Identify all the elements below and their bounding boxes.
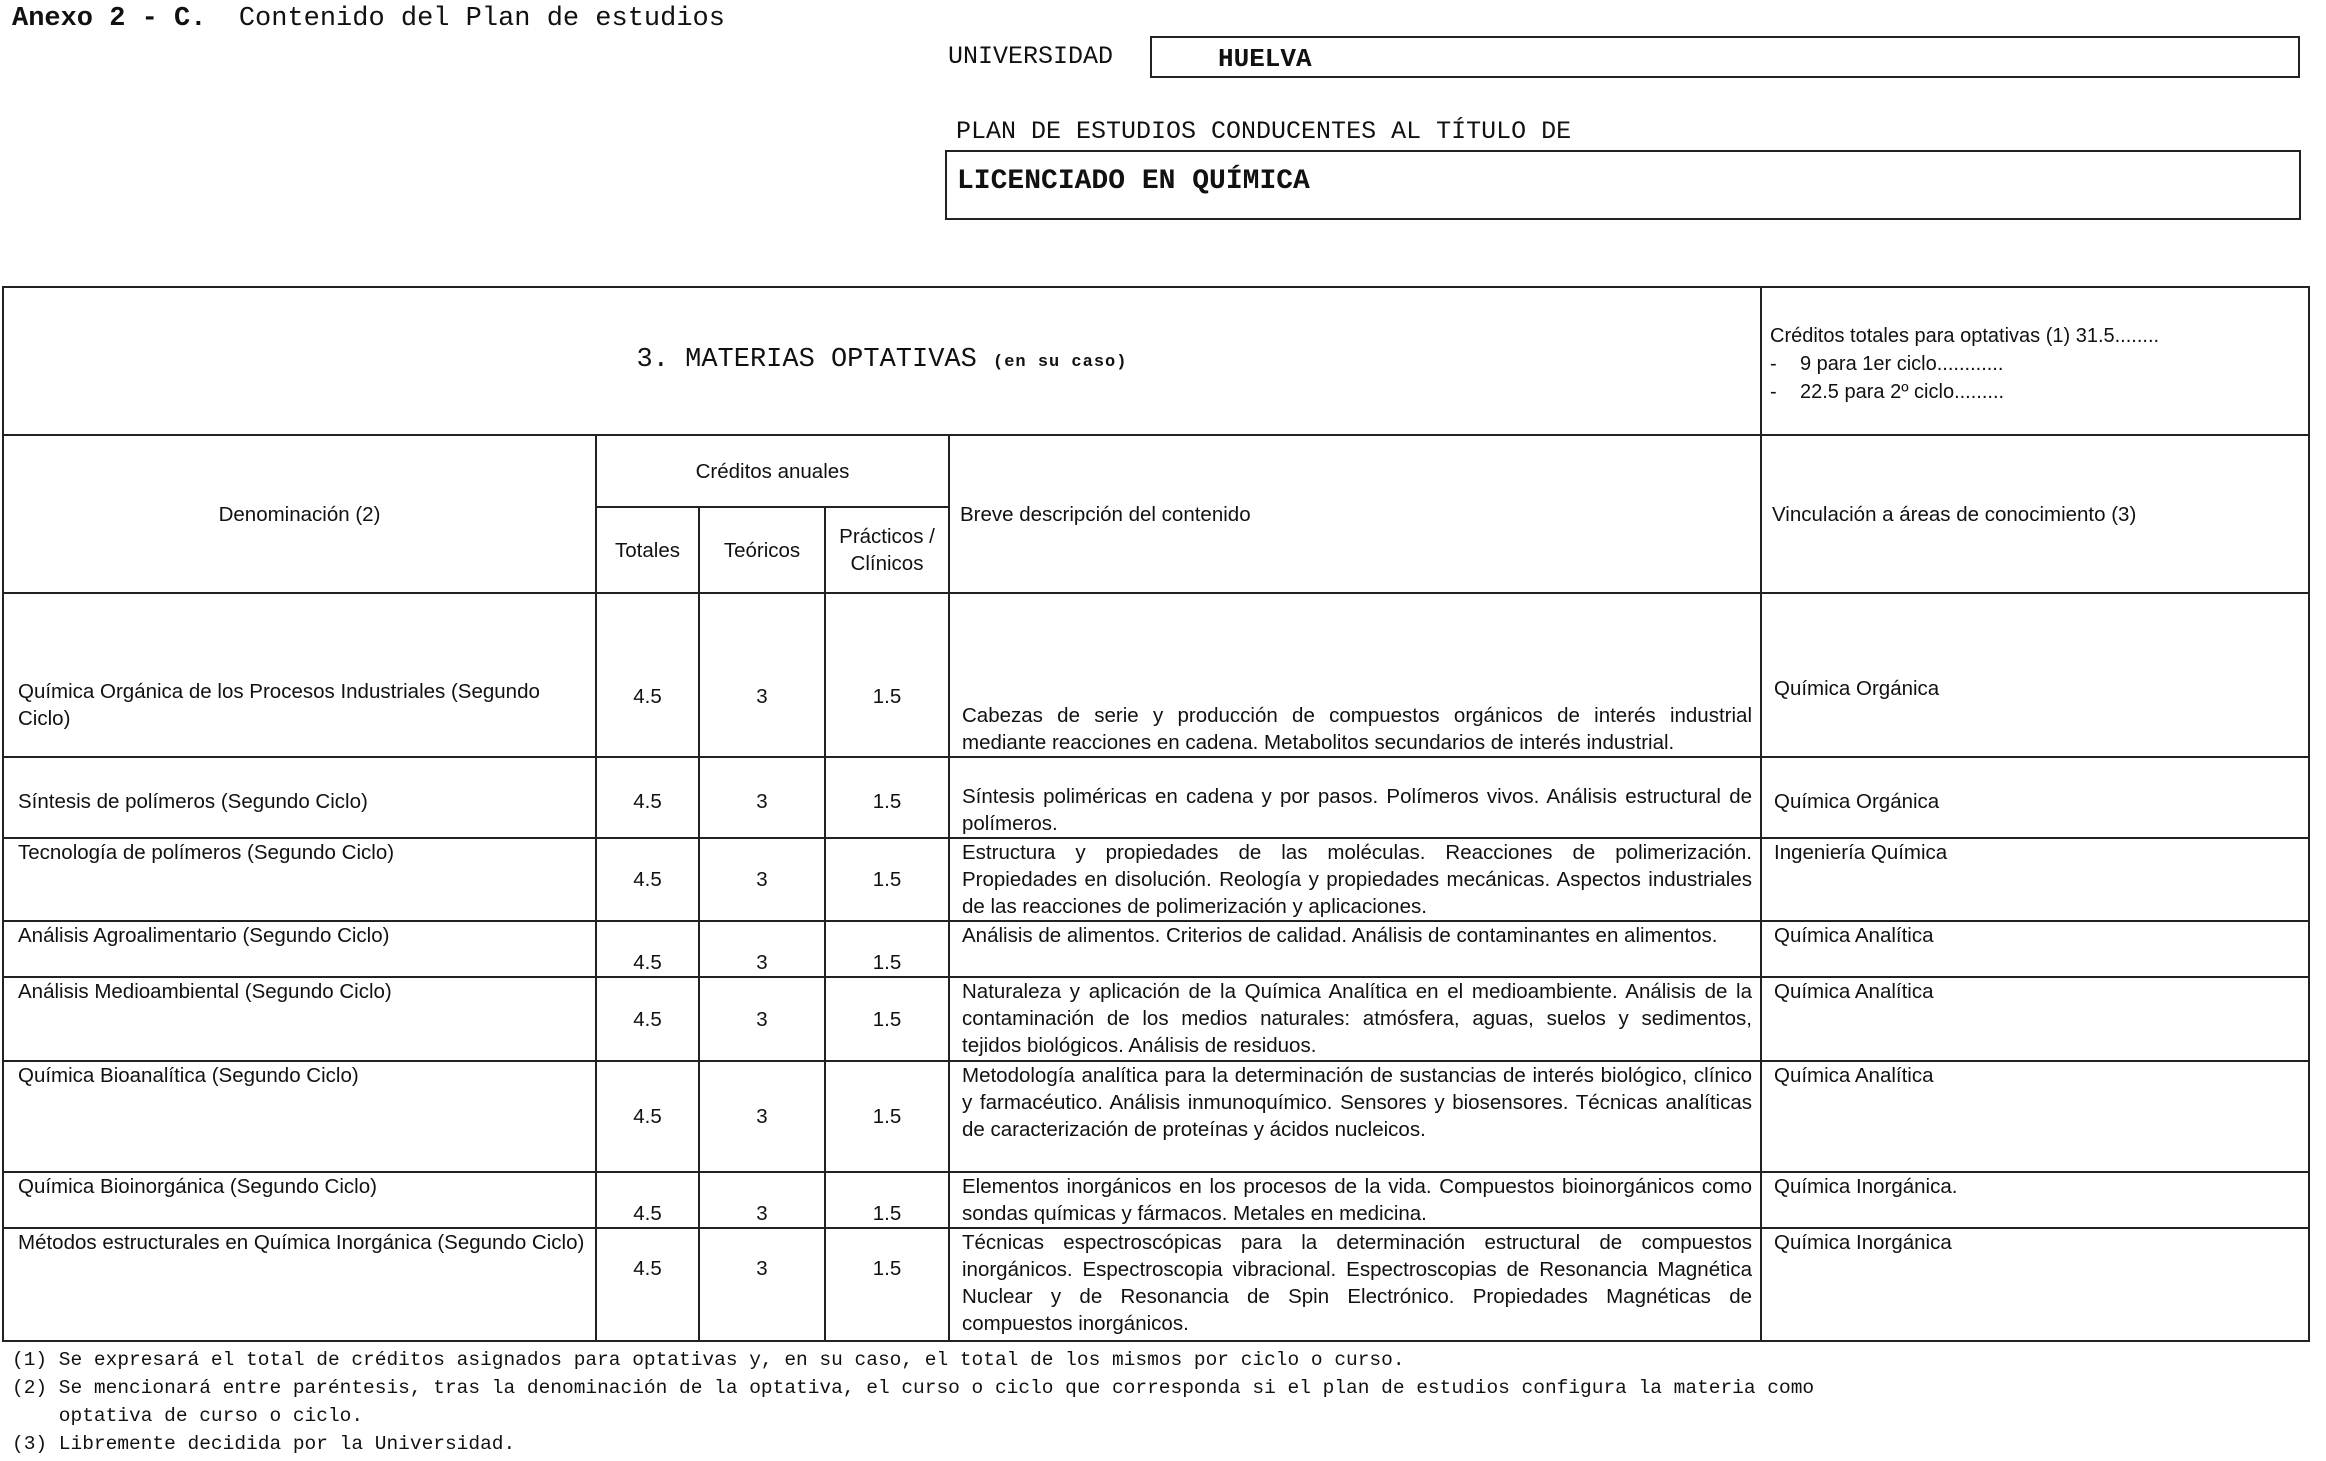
list-dash: -: [1770, 353, 1777, 375]
credits-teoricos: 3: [699, 921, 825, 977]
subject-name: Análisis Medioambiental (Segundo Ciclo): [3, 977, 596, 1061]
subject-name: Métodos estructurales en Química Inorgánica (Segundo Ciclo): [3, 1228, 596, 1341]
footnote-3: (3) Libremente decidida por la Universidad.: [12, 1433, 516, 1455]
column-header-practicos: Prácticos / Clínicos: [825, 507, 949, 593]
list-dash: -: [1770, 381, 1777, 403]
table-row: [3, 757, 2309, 838]
subject-description: Análisis de alimentos. Criterios de calidad. Análisis de contaminantes en alimentos.: [949, 921, 1761, 977]
subject-name: Tecnología de polímeros (Segundo Ciclo): [3, 838, 596, 921]
credits-totales: 4.5: [596, 593, 699, 757]
subject-description: Síntesis poliméricas en cadena y por pasos. Polímeros vivos. Análisis estructural de polímeros.: [949, 757, 1761, 838]
credits-teoricos: 3: [699, 593, 825, 757]
credits-total: Créditos totales para optativas (1) 31.5........: [1770, 325, 2160, 347]
subject-name: Química Orgánica de los Procesos Industriales (Segundo Ciclo): [3, 593, 596, 757]
column-header-annual-credits: Créditos anuales: [596, 435, 949, 507]
subject-name: Química Bioinorgánica (Segundo Ciclo): [3, 1172, 596, 1228]
credits-cycle2: 22.5 para 2º ciclo.........: [1800, 381, 2005, 403]
credits-totales: 4.5: [596, 921, 699, 977]
credits-practicos: 1.5: [825, 593, 949, 757]
plan-label: PLAN DE ESTUDIOS CONDUCENTES AL TÍTULO DE: [956, 117, 1572, 146]
credits-teoricos: 3: [699, 1172, 825, 1228]
credits-teoricos: 3: [699, 757, 825, 838]
credits-totales: 4.5: [596, 838, 699, 921]
subject-name: Síntesis de polímeros (Segundo Ciclo): [3, 757, 596, 838]
credits-teoricos: 3: [699, 977, 825, 1061]
credits-practicos: 1.5: [825, 757, 949, 838]
credits-teoricos: 3: [699, 838, 825, 921]
university-value: HUELVA: [1218, 44, 1312, 74]
subject-description: Cabezas de serie y producción de compuestos orgánicos de interés industrial mediante reacciones en cadena. Metabolitos secundarios de interés industrial.: [949, 593, 1761, 757]
subject-name: Química Bioanalítica (Segundo Ciclo): [3, 1061, 596, 1172]
knowledge-area: Ingeniería Química: [1761, 838, 2309, 921]
knowledge-area: Química Inorgánica.: [1761, 1172, 2309, 1228]
table-row: [3, 1061, 2309, 1172]
knowledge-area: Química Analítica: [1761, 1061, 2309, 1172]
knowledge-area: Química Orgánica: [1761, 757, 2309, 838]
knowledge-area: Química Analítica: [1761, 977, 2309, 1061]
subject-description: Naturaleza y aplicación de la Química Analítica en el medioambiente. Análisis de la contaminación de los medios naturales: atmósfera, aguas, suelos y sedimentos, tejidos biológicos. Análisis de residuos.: [949, 977, 1761, 1061]
table-row: [3, 1228, 2309, 1341]
column-header-row-1: [3, 435, 2309, 507]
credits-totales: 4.5: [596, 1061, 699, 1172]
section-title-text: 3. MATERIAS OPTATIVAS: [636, 344, 977, 375]
footnote-1: (1) Se expresará el total de créditos asignados para optativas y, en su caso, el total de los mismos por ciclo o curso.: [12, 1349, 1405, 1371]
credits-totales: 4.5: [596, 1228, 699, 1341]
credits-practicos: 1.5: [825, 977, 949, 1061]
credits-teoricos: 3: [699, 1228, 825, 1341]
section-title: [3, 287, 1761, 435]
subject-description: Elementos inorgánicos en los procesos de la vida. Compuestos bioinorgánicos como sondas químicas y fármacos. Metales en medicina.: [949, 1172, 1761, 1228]
table-row: [3, 921, 2309, 977]
footnote-2: (2) Se mencionará entre paréntesis, tras la denominación de la optativa, el curso o ciclo que corresponda si el plan de estudios configura la materia como optativa de curso o ciclo.: [12, 1377, 1815, 1427]
annex-title: Contenido del Plan de estudios: [238, 4, 725, 34]
credits-practicos: 1.5: [825, 1061, 949, 1172]
subject-description: Técnicas espectroscópicas para la determinación estructural de compuestos inorgánicos. Espectroscopia vibracional. Espectroscopias de Resonancia Magnética Nuclear y de Resonancia de Spin Electrónico. Propiedades Magnéticas de compuestos inorgánicos.: [949, 1228, 1761, 1341]
credits-practicos: 1.5: [825, 1228, 949, 1341]
credits-practicos: 1.5: [825, 921, 949, 977]
credits-cycle1-item: [1770, 350, 2300, 378]
annex-heading: [12, 4, 725, 34]
annex-label: Anexo 2 - C.: [12, 4, 207, 34]
credits-totales: 4.5: [596, 1172, 699, 1228]
subject-description: Metodología analítica para la determinación de sustancias de interés biológico, clínico y farmacéutico. Análisis inmunoquímico. Sensores y biosensores. Técnicas analíticas de caracterización de proteínas y ácidos nucleicos.: [949, 1061, 1761, 1172]
subject-name: Análisis Agroalimentario (Segundo Ciclo): [3, 921, 596, 977]
table-row: [3, 977, 2309, 1061]
table-row: [3, 1172, 2309, 1228]
degree-title-box: [945, 150, 2301, 220]
university-box: [1150, 36, 2300, 78]
table-row: [3, 838, 2309, 921]
column-header-area: Vinculación a áreas de conocimiento (3): [1761, 435, 2309, 593]
table-row: [3, 593, 2309, 757]
optional-credits-info: [1761, 287, 2309, 435]
credits-practicos: 1.5: [825, 838, 949, 921]
credits-practicos: 1.5: [825, 1172, 949, 1228]
university-label: UNIVERSIDAD: [948, 42, 1114, 71]
column-header-description: Breve descripción del contenido: [949, 435, 1761, 593]
column-header-totales: Totales: [596, 507, 699, 593]
credits-cycle1: 9 para 1er ciclo............: [1800, 353, 2004, 375]
credits-teoricos: 3: [699, 1061, 825, 1172]
knowledge-area: Química Orgánica: [1761, 593, 2309, 757]
column-header-teoricos: Teóricos: [699, 507, 825, 593]
section-header-row: [3, 287, 2309, 435]
footnotes: [12, 1346, 1814, 1458]
subject-description: Estructura y propiedades de las moléculas. Reacciones de polimerización. Propiedades en disolución. Reología y propiedades mecánicas. Aspectos industriales de las reacciones de polimerización y aplicaciones.: [949, 838, 1761, 921]
degree-title: LICENCIADO EN QUÍMICA: [957, 166, 1310, 197]
knowledge-area: Química Inorgánica: [1761, 1228, 2309, 1341]
credits-cycle2-item: [1770, 378, 2300, 406]
column-header-name: Denominación (2): [3, 435, 596, 593]
credits-totales: 4.5: [596, 757, 699, 838]
optional-subjects-table: [2, 286, 2310, 1342]
credits-totales: 4.5: [596, 977, 699, 1061]
knowledge-area: Química Analítica: [1761, 921, 2309, 977]
section-title-note: (en su caso): [993, 352, 1128, 372]
